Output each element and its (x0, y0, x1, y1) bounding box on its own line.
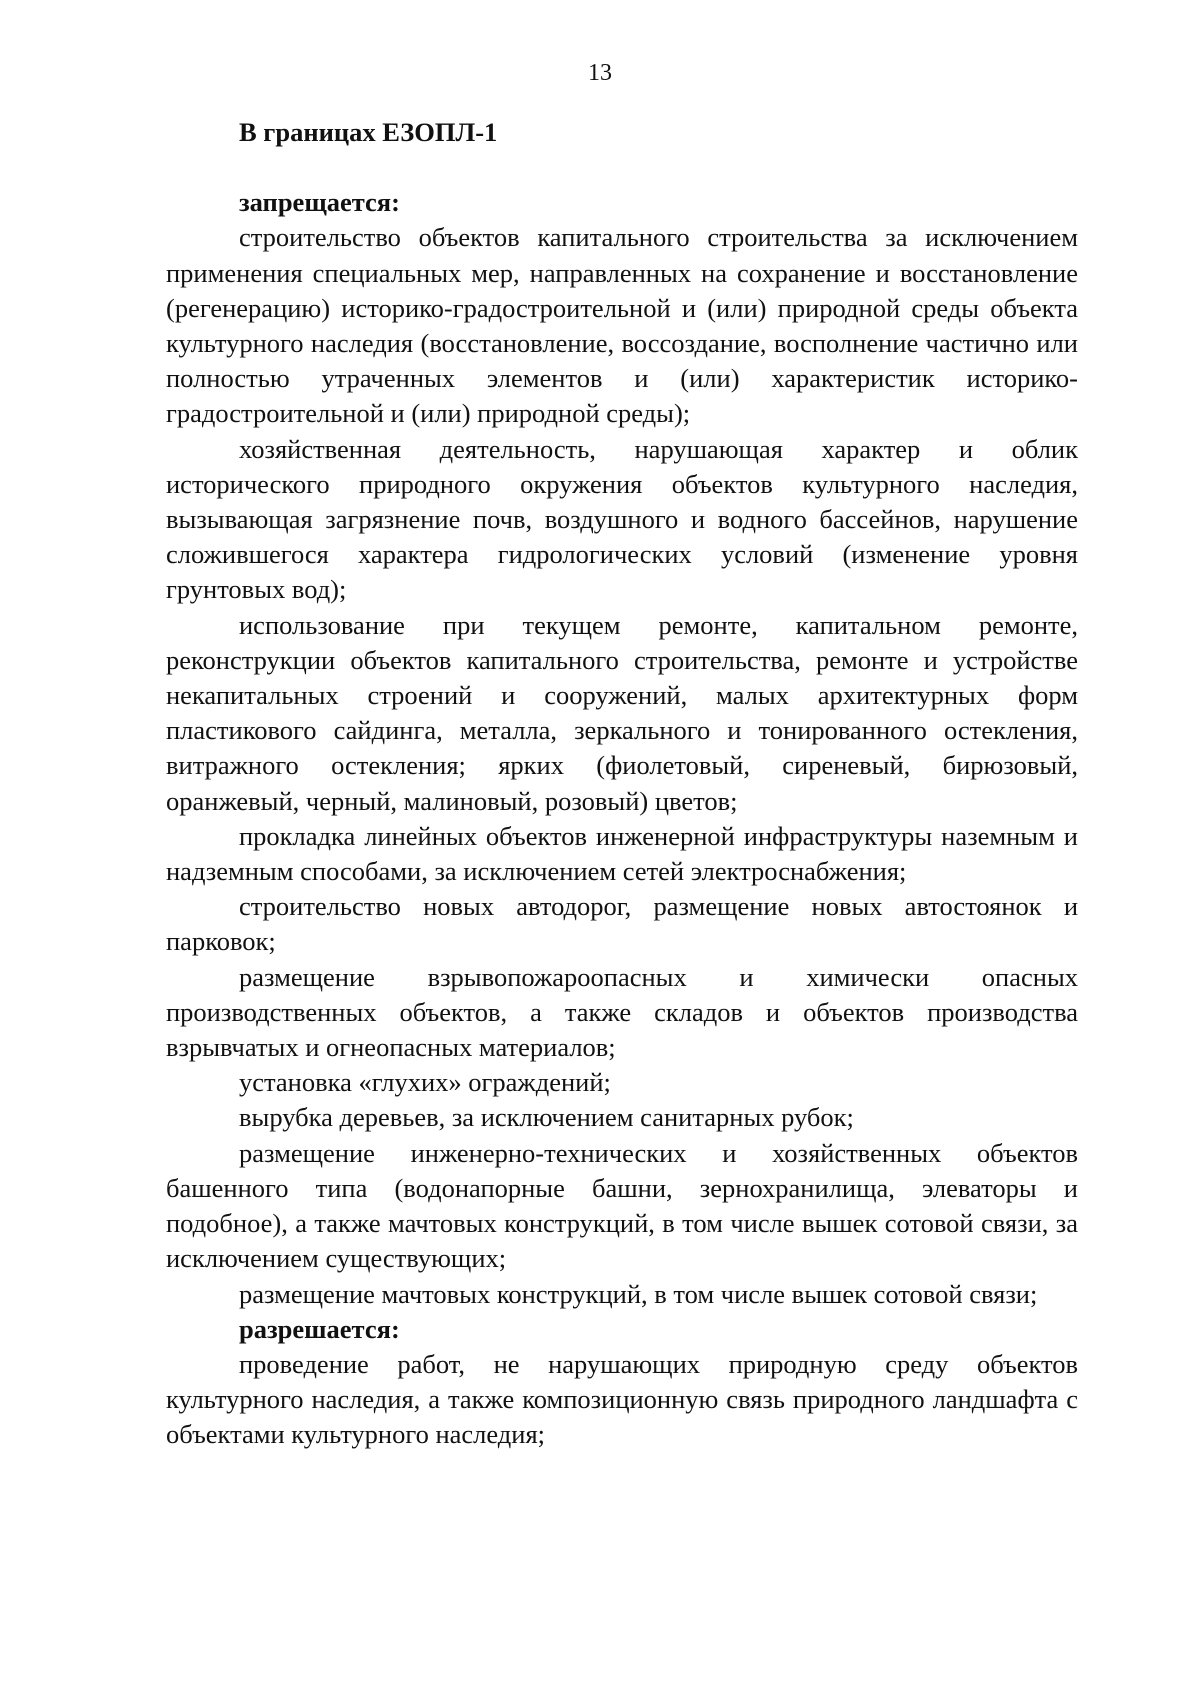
page-number: 13 (588, 60, 612, 86)
section-heading: В границах ЕЗОПЛ-1 (239, 117, 498, 147)
list-item: проведение работ, не нарушающих природную среду объектов культурного наследия, а также композиционную связь природного ландшафта с объектами культурного наследия; (166, 1348, 1078, 1450)
list-item: строительство новых автодорог, размещение новых автостоянок и парковок; (166, 891, 1078, 957)
list-item: использование при текущем ремонте, капитальном ремонте, реконструкции объектов капитального строительства, ремонте и устройстве некапитальных строений и сооружений, малых архитектурных форм пластикового сайдинга, металла, зеркального и тонированного остекления, витражного остекления; ярких (фиолетовый, сиреневый, бирюзовый, оранжевый, черный, малиновый, розовый) цветов; (166, 609, 1078, 816)
list-item: вырубка деревьев, за исключением санитарных рубок; (239, 1102, 854, 1133)
prohibited-heading: запрещается: (239, 187, 400, 218)
list-item: хозяйственная деятельность, нарушающая характер и облик исторического природного окружения объектов культурного наследия, вызывающая загрязнение почв, воздушного и водного бассейнов, нарушение сложившегося характера гидрологических условий (изменение уровня грунтовых вод); (166, 433, 1078, 605)
permitted-heading: разрешается: (239, 1313, 400, 1344)
list-item: строительство объектов капитального строительства за исключением применения специальных мер, направленных на сохранение и восстановление (регенерацию) историко-градостроительной и (или) природной среды объекта культурного наследия (восстановление, воссоздание, восполнение частично или полностью утраченных элементов и (или) характеристик историко-градостроительной и (или) природной среды); (166, 222, 1078, 429)
list-item: прокладка линейных объектов инженерной инфраструктуры наземным и надземным способами, за исключением сетей электроснабжения; (166, 820, 1078, 887)
list-item: размещение мачтовых конструкций, в том числе вышек сотовой связи; (239, 1278, 1038, 1309)
document-body (166, 115, 1078, 1453)
list-item: установка «глухих» ограждений; (239, 1067, 611, 1098)
prohibited-list (166, 220, 1078, 1311)
permitted-list (166, 1347, 1078, 1453)
list-item: размещение взрывопожароопасных и химически опасных производственных объектов, а также складов и объектов производства взрывчатых и огнеопасных материалов; (166, 961, 1078, 1063)
list-item: размещение инженерно-технических и хозяйственных объектов башенного типа (водонапорные башни, зернохранилища, элеваторы и подобное), а также мачтовых конструкций, в том числе вышек сотовой связи, за исключением существующих; (166, 1137, 1078, 1274)
